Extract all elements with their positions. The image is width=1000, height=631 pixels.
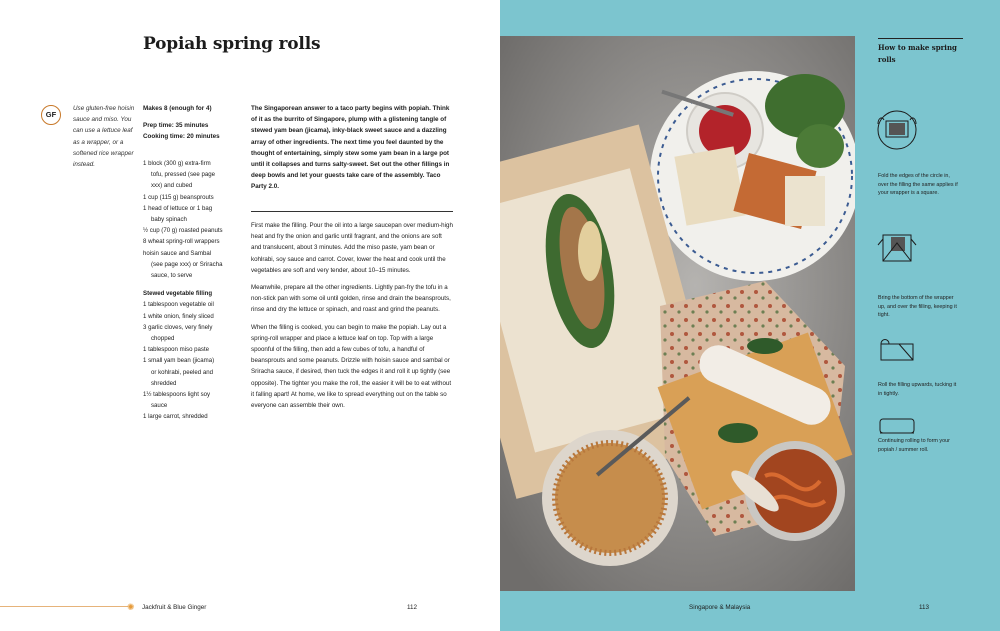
recipe-meta [143, 103, 243, 143]
method-text [251, 220, 453, 417]
ingredient-line: chopped [151, 335, 175, 343]
footer-rule [0, 606, 128, 607]
ingredient-line: sauce [151, 402, 168, 410]
ingredient-line: hoisin sauce and Sambal [143, 249, 212, 257]
method-paragraph: When the filling is cooked, you can begin to make the popiah. Lay out a spring-roll wrapper and place a lettuce leaf on top. Top with a large spoonful of the filling, then add a few cubes of tofu, a handful of beansprouts and some peanuts. Drizzle with hoisin sauce and sambal or Sriracha sauce, if desired, then tuck the edges it and roll it up tightly (see opposite). The tighter you make the roll, the easier it will be to eat without it falling apart! At home, we like to spread everything out on the table so everyone can assemble their own. [251, 323, 452, 410]
method-paragraph: First make the filling. Pour the oil into a large saucepan over medium-high heat and fry the onion and garlic until fragrant, and the onions are soft and translucent, about 3 minutes. Add the miso paste, yam bean or kohlrabi, soy sauce and carrot. Cover, lower the heat and cook until the vegetables are soft and very tender, about 10–15 minutes. [251, 222, 453, 274]
ingredient-line: shredded [151, 379, 177, 387]
fold-edges-diagram-icon [875, 108, 920, 153]
ingredient-line: 1 small yam bean (jicama) [143, 357, 215, 365]
cook-time: Cooking time: 20 minutes [143, 133, 220, 141]
prep-time: Prep time: 35 minutes [143, 122, 209, 130]
ingredient-line: tofu, pressed (see page [151, 171, 216, 179]
gluten-free-note: Use gluten-free hoisin sauce and miso. You can use a lettuce leaf as a wrapper, or a softened rice wrapper instead. [73, 105, 135, 169]
fold-bottom-diagram-icon [875, 225, 920, 270]
filling-heading: Stewed vegetable filling [143, 290, 213, 298]
book-title-footer: Jackfruit & Blue Ginger [142, 604, 207, 611]
divider-rule [251, 211, 453, 212]
flower-icon: ✺ [127, 602, 135, 612]
ingredient-line: 3 garlic cloves, very finely [143, 323, 213, 331]
ingredient-line: 1 tablespoon vegetable oil [143, 301, 214, 309]
food-photo [500, 36, 855, 591]
makes-text: Makes 8 (enough for 4) [143, 105, 212, 112]
recipe-intro: The Singaporean answer to a taco party begins with popiah. Think of it as the burrito of Singapore, plump with a glistening tangle of stewed yam bean (jicama), inky-black sweet sauce and a dazzling array of other ingredients. The next time you feel daunted by the thought of entertaining, simply stew some yam bean in a large pot until it collapses and turns salty-sweet. Set out the other fillings in deep bowls and let your guests take care of the assembly. Taco Party 2.0. [251, 105, 450, 191]
main-ingredients [143, 158, 245, 281]
page-number-left: 112 [407, 604, 418, 611]
step-text: Roll the filling upwards, tucking it in tightly. [878, 382, 957, 397]
method-paragraph: Meanwhile, prepare all the other ingredients. Lightly pan-fry the tofu in a non-stick pan with some oil until golden, rinse and drain the beansprouts, rinse and dry the lettuce or spinach, and roast and grind the peanuts. [251, 284, 451, 314]
ingredient-line: (see page xxx) or Sriracha [151, 260, 223, 268]
ingredient-line: 1 tablespoon miso paste [143, 346, 210, 354]
ingredient-line: 1½ tablespoons light soy [143, 391, 211, 399]
ingredient-line: 1 large carrot, shredded [143, 413, 208, 421]
ingredient-line: 1 head of lettuce or 1 bag [143, 204, 213, 212]
step-text: Continuing rolling to form your popiah / summer roll. [878, 438, 950, 453]
ingredient-line: 1 block (300 g) extra-firm [143, 160, 211, 167]
ingredient-list [143, 158, 245, 423]
ingredient-line: 1 white onion, finely sliced [143, 312, 214, 320]
ingredient-line: or kohlrabi, peeled and [151, 368, 213, 376]
roll-up-diagram-icon [875, 330, 920, 375]
ingredient-line: baby spinach [151, 216, 187, 224]
gluten-free-badge: GF [41, 105, 61, 125]
step-text: Fold the edges of the circle in, over the filling the same applies if your wrapper is a square. [878, 173, 958, 196]
howto-title: How to make spring rolls [878, 43, 957, 64]
howto-rule [878, 38, 963, 39]
filling-ingredients [143, 299, 245, 422]
ingredient-line: 8 wheat spring-roll wrappers [143, 238, 220, 246]
step-text: Bring the bottom of the wrapper up, and over the filling, keeping it tight. [878, 295, 957, 318]
chapter-footer: Singapore & Malaysia [689, 604, 751, 611]
page-title: Popiah spring rolls [143, 34, 321, 54]
ingredient-line: xxx) and cubed [151, 182, 193, 190]
page-number-right: 113 [919, 604, 930, 611]
ingredient-line: sauce, to serve [151, 272, 193, 280]
ingredient-line: 1 cup (115 g) beansprouts [143, 193, 214, 201]
ingredient-line: ½ cup (70 g) roasted peanuts [143, 227, 223, 235]
